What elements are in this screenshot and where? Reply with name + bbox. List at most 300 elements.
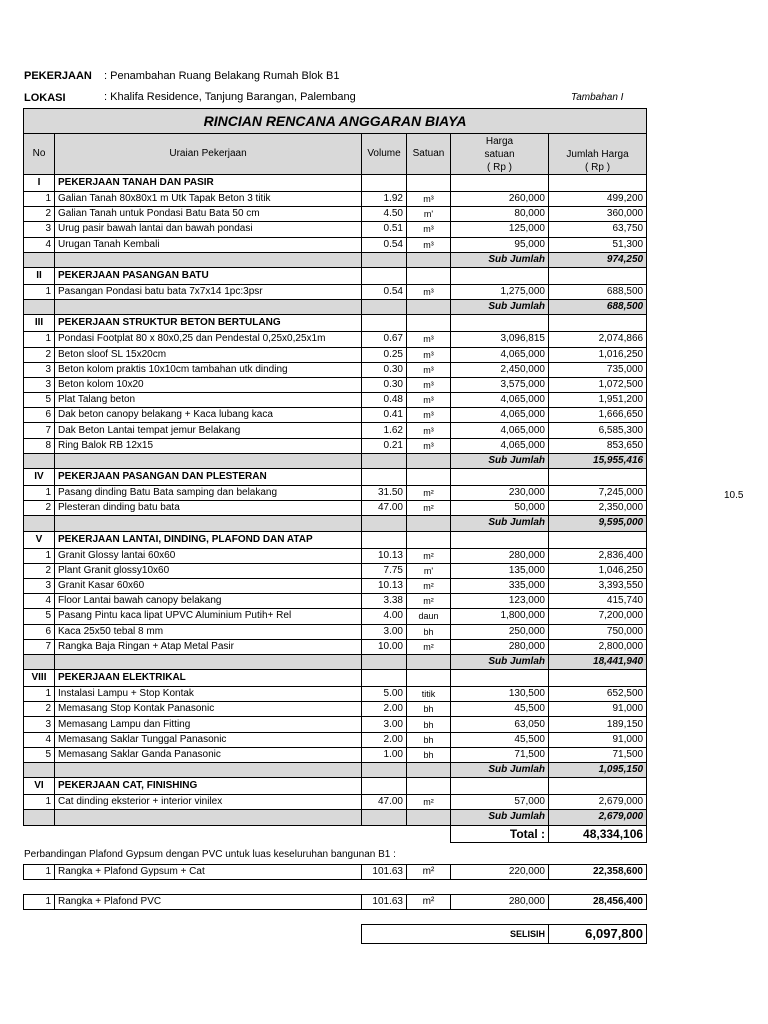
subtotal-label: Sub Jumlah [451,763,549,778]
table-row [24,362,647,377]
empty-cell [407,670,451,687]
subtotal-label: Sub Jumlah [451,300,549,315]
empty-cell [55,654,362,669]
row-price: 57,000 [451,795,549,810]
cmp-total: 22,358,600 [549,865,647,880]
row-total: 499,200 [549,192,647,207]
row-no: 7 [24,639,55,654]
section-no: II [24,267,55,284]
subtotal-label: Sub Jumlah [451,453,549,468]
row-total: 6,585,300 [549,423,647,438]
row-desc: Memasang Stop Kontak Panasonic [55,702,362,717]
row-no: 5 [24,609,55,624]
section-title: PEKERJAAN LANTAI, DINDING, PLAFOND DAN ATAP [55,531,362,548]
table-row [24,222,647,237]
empty-cell [24,453,55,468]
cmp-vol: 101.63 [362,865,407,880]
selisih-value: 6,097,800 [549,925,647,944]
empty-cell [24,825,55,842]
tambahan-tag: Tambahan I [571,92,624,103]
row-no: 2 [24,347,55,362]
total-value: 48,334,106 [549,825,647,842]
comparison-row [23,864,647,880]
row-unit: m³ [407,284,451,299]
row-price: 335,000 [451,578,549,593]
row-no: 3 [24,222,55,237]
row-volume: 0.54 [362,284,407,299]
empty-cell [362,654,407,669]
table-title: RINCIAN RENCANA ANGGARAN BIAYA [24,109,647,134]
subtotal-value: 688,500 [549,300,647,315]
table-row [24,377,647,392]
row-volume: 7.75 [362,563,407,578]
table-row [24,501,647,516]
row-unit: m² [407,486,451,501]
row-price: 280,000 [451,548,549,563]
row-volume: 10.00 [362,639,407,654]
row-total: 1,016,250 [549,347,647,362]
col-uraian: Uraian Pekerjaan [55,134,362,175]
subtotal-value: 15,955,416 [549,453,647,468]
row-total: 91,000 [549,732,647,747]
total-label: Total : [451,825,549,842]
row-total: 91,000 [549,702,647,717]
row-price: 3,096,815 [451,332,549,347]
row-no: 2 [24,207,55,222]
empty-cell [362,825,407,842]
section-header [24,778,647,795]
row-unit: m³ [407,377,451,392]
section-title: PEKERJAAN PASANGAN DAN PLESTERAN [55,469,362,486]
row-volume: 10.13 [362,578,407,593]
empty-cell [451,531,549,548]
table-row [24,747,647,762]
empty-cell [407,453,451,468]
row-total: 2,074,866 [549,332,647,347]
row-desc: Memasang Lampu dan Fitting [55,717,362,732]
table-row [24,284,647,299]
row-unit: m' [407,563,451,578]
row-no: 6 [24,408,55,423]
cmp-desc: Rangka + Plafond Gypsum + Cat [55,865,362,880]
col-satuan: Satuan [407,134,451,175]
col-volume: Volume [362,134,407,175]
empty-cell [362,516,407,531]
empty-cell [24,810,55,825]
table-row [24,347,647,362]
empty-cell [407,825,451,842]
subtotal-row [24,654,647,669]
row-unit: titik [407,687,451,702]
row-total: 2,836,400 [549,548,647,563]
row-unit: m³ [407,222,451,237]
empty-cell [451,670,549,687]
row-desc: Floor Lantai bawah canopy belakang [55,594,362,609]
row-no: 5 [24,747,55,762]
cmp-vol: 101.63 [362,895,407,910]
table-row [24,207,647,222]
subtotal-row [24,763,647,778]
row-desc: Ring Balok RB 12x15 [55,438,362,453]
row-desc: Granit Glossy lantai 60x60 [55,548,362,563]
row-unit: daun [407,609,451,624]
empty-cell [549,670,647,687]
row-volume: 0.21 [362,438,407,453]
row-total: 415,740 [549,594,647,609]
row-desc: Pasang dinding Batu Bata samping dan belakang [55,486,362,501]
row-unit: m³ [407,423,451,438]
empty-cell [549,315,647,332]
empty-cell [407,315,451,332]
row-no: 6 [24,624,55,639]
empty-cell [24,300,55,315]
subtotal-label: Sub Jumlah [451,810,549,825]
row-no: 1 [24,687,55,702]
row-total: 853,650 [549,438,647,453]
row-price: 1,275,000 [451,284,549,299]
row-desc: Plat Talang beton [55,393,362,408]
section-title: PEKERJAAN PASANGAN BATU [55,267,362,284]
row-total: 51,300 [549,237,647,252]
table-row [24,609,647,624]
row-unit: bh [407,702,451,717]
section-no: III [24,315,55,332]
section-title: PEKERJAAN TANAH DAN PASIR [55,175,362,192]
row-total: 1,046,250 [549,563,647,578]
row-price: 280,000 [451,639,549,654]
table-row [24,408,647,423]
row-total: 7,200,000 [549,609,647,624]
row-unit: m³ [407,192,451,207]
section-no: VIII [24,670,55,687]
row-price: 125,000 [451,222,549,237]
row-price: 4,065,000 [451,347,549,362]
empty-cell [407,267,451,284]
pekerjaan-value: : Penambahan Ruang Belakang Rumah Blok B1 [104,70,340,82]
row-total: 1,666,650 [549,408,647,423]
empty-cell [362,531,407,548]
table-row [24,548,647,563]
empty-cell [451,469,549,486]
row-price: 95,000 [451,237,549,252]
row-volume: 1.00 [362,747,407,762]
table-row [24,563,647,578]
row-volume: 31.50 [362,486,407,501]
empty-cell [362,469,407,486]
comparison-note: Perbandingan Plafond Gypsum dengan PVC untuk luas keseluruhan bangunan B1 : [24,849,396,860]
lokasi-value: : Khalifa Residence, Tanjung Barangan, Palembang [104,91,356,103]
table-row [24,795,647,810]
row-no: 5 [24,393,55,408]
row-desc: Urug pasir bawah lantai dan bawah pondasi [55,222,362,237]
table-row [24,717,647,732]
table-row [24,486,647,501]
row-desc: Pasang Pintu kaca lipat UPVC Aluminium Putih+ Rel [55,609,362,624]
row-volume: 0.41 [362,408,407,423]
row-price: 50,000 [451,501,549,516]
row-total: 63,750 [549,222,647,237]
subtotal-label: Sub Jumlah [451,654,549,669]
empty-cell [407,778,451,795]
row-desc: Dak Beton Lantai tempat jemur Belakang [55,423,362,438]
row-desc: Beton kolom 10x20 [55,377,362,392]
row-price: 123,000 [451,594,549,609]
row-volume: 3.38 [362,594,407,609]
section-header [24,531,647,548]
row-total: 2,679,000 [549,795,647,810]
row-volume: 0.48 [362,393,407,408]
row-desc: Rangka Baja Ringan + Atap Metal Pasir [55,639,362,654]
row-desc: Beton sloof SL 15x20cm [55,347,362,362]
empty-cell [55,300,362,315]
empty-cell [407,516,451,531]
row-price: 135,000 [451,563,549,578]
row-desc: Kaca 25x50 tebal 8 mm [55,624,362,639]
empty-cell [362,670,407,687]
row-total: 7,245,000 [549,486,647,501]
row-total: 750,000 [549,624,647,639]
row-unit: m³ [407,347,451,362]
empty-cell [55,453,362,468]
row-unit: m² [407,501,451,516]
total-row [24,825,647,842]
row-unit: m² [407,795,451,810]
empty-cell [549,778,647,795]
row-price: 130,500 [451,687,549,702]
empty-cell [549,175,647,192]
empty-cell [362,778,407,795]
row-no: 3 [24,362,55,377]
section-title: PEKERJAAN STRUKTUR BETON BERTULANG [55,315,362,332]
row-price: 250,000 [451,624,549,639]
row-no: 4 [24,732,55,747]
row-no: 2 [24,563,55,578]
row-volume: 10.13 [362,548,407,563]
row-unit: m³ [407,237,451,252]
row-desc: Memasang Saklar Ganda Panasonic [55,747,362,762]
row-volume: 4.00 [362,609,407,624]
row-volume: 47.00 [362,501,407,516]
subtotal-value: 974,250 [549,252,647,267]
row-desc: Pasangan Pondasi batu bata 7x7x14 1pc:3psr [55,284,362,299]
empty-cell [451,778,549,795]
row-volume: 0.30 [362,377,407,392]
row-volume: 0.51 [362,222,407,237]
section-no: V [24,531,55,548]
row-price: 45,500 [451,702,549,717]
subtotal-value: 18,441,940 [549,654,647,669]
row-desc: Plesteran dinding batu bata [55,501,362,516]
subtotal-row [24,516,647,531]
row-volume: 3.00 [362,624,407,639]
row-price: 80,000 [451,207,549,222]
empty-cell [549,469,647,486]
row-desc: Galian Tanah untuk Pondasi Batu Bata 50 cm [55,207,362,222]
row-unit: bh [407,624,451,639]
row-volume: 1.62 [362,423,407,438]
side-note: 10.5 [724,490,744,501]
section-no: VI [24,778,55,795]
empty-cell [24,654,55,669]
row-volume: 47.00 [362,795,407,810]
lokasi-label: LOKASI [24,92,66,104]
row-desc: Cat dinding eksterior + interior vinilex [55,795,362,810]
row-price: 4,065,000 [451,408,549,423]
row-price: 45,500 [451,732,549,747]
empty-cell [407,654,451,669]
subtotal-value: 1,095,150 [549,763,647,778]
empty-cell [549,267,647,284]
table-row [24,624,647,639]
empty-cell [55,763,362,778]
row-volume: 2.00 [362,702,407,717]
table-row [24,702,647,717]
selisih-label: SELISIH [362,925,549,944]
column-header [24,134,647,175]
empty-cell [362,810,407,825]
row-total: 189,150 [549,717,647,732]
empty-cell [55,825,362,842]
empty-cell [362,300,407,315]
row-no: 1 [24,795,55,810]
row-volume: 4.50 [362,207,407,222]
row-total: 2,800,000 [549,639,647,654]
section-title: PEKERJAAN ELEKTRIKAL [55,670,362,687]
row-volume: 0.54 [362,237,407,252]
row-total: 735,000 [549,362,647,377]
comparison-row [23,894,647,910]
cmp-unit: m² [407,895,451,910]
empty-cell [451,267,549,284]
row-unit: m² [407,594,451,609]
table-row [24,578,647,593]
col-harga: Harga satuan ( Rp ) [451,134,549,175]
row-volume: 0.67 [362,332,407,347]
row-unit: m² [407,578,451,593]
cmp-unit: m² [407,865,451,880]
empty-cell [407,810,451,825]
empty-cell [407,469,451,486]
subtotal-label: Sub Jumlah [451,252,549,267]
row-price: 3,575,000 [451,377,549,392]
row-desc: Plant Granit glossy10x60 [55,563,362,578]
row-volume: 1.92 [362,192,407,207]
section-header [24,267,647,284]
table-row [24,237,647,252]
row-unit: bh [407,747,451,762]
col-no: No [24,134,55,175]
row-no: 3 [24,578,55,593]
table-row [24,423,647,438]
empty-cell [407,531,451,548]
section-header [24,670,647,687]
cmp-desc: Rangka + Plafond PVC [55,895,362,910]
row-volume: 0.25 [362,347,407,362]
row-no: 1 [24,548,55,563]
row-total: 1,951,200 [549,393,647,408]
pekerjaan-label: PEKERJAAN [24,70,92,82]
row-price: 4,065,000 [451,423,549,438]
row-price: 1,800,000 [451,609,549,624]
row-desc: Pondasi Footplat 80 x 80x0,25 dan Pendestal 0,25x0,25x1m [55,332,362,347]
row-total: 3,393,550 [549,578,647,593]
empty-cell [362,453,407,468]
subtotal-label: Sub Jumlah [451,516,549,531]
row-unit: bh [407,732,451,747]
empty-cell [55,810,362,825]
table-row [24,687,647,702]
row-price: 4,065,000 [451,393,549,408]
cmp-total: 28,456,400 [549,895,647,910]
row-no: 4 [24,237,55,252]
empty-cell [407,175,451,192]
subtotal-row [24,810,647,825]
empty-cell [55,252,362,267]
row-price: 63,050 [451,717,549,732]
empty-cell [407,252,451,267]
row-unit: m³ [407,408,451,423]
empty-cell [407,763,451,778]
row-unit: m² [407,548,451,563]
table-row [24,438,647,453]
rab-table [23,108,647,843]
row-no: 1 [24,284,55,299]
row-desc: Memasang Saklar Tunggal Panasonic [55,732,362,747]
cmp-price: 280,000 [451,895,549,910]
empty-cell [362,315,407,332]
row-no: 4 [24,594,55,609]
section-header [24,469,647,486]
row-price: 260,000 [451,192,549,207]
row-price: 4,065,000 [451,438,549,453]
row-no: 2 [24,702,55,717]
empty-cell [362,763,407,778]
table-row [24,639,647,654]
empty-cell [362,267,407,284]
row-no: 3 [24,377,55,392]
section-no: I [24,175,55,192]
row-price: 71,500 [451,747,549,762]
empty-cell [362,252,407,267]
subtotal-row [24,252,647,267]
row-desc: Dak beton canopy belakang + Kaca lubang kaca [55,408,362,423]
section-no: IV [24,469,55,486]
empty-cell [362,175,407,192]
table-row [24,594,647,609]
row-total: 360,000 [549,207,647,222]
empty-cell [24,763,55,778]
row-unit: m³ [407,438,451,453]
row-unit: m³ [407,393,451,408]
section-header [24,315,647,332]
col-jumlah: Jumlah Harga ( Rp ) [549,134,647,175]
empty-cell [55,516,362,531]
empty-cell [24,516,55,531]
subtotal-row [24,300,647,315]
row-total: 652,500 [549,687,647,702]
empty-cell [24,252,55,267]
selisih-box [361,924,647,944]
row-price: 2,450,000 [451,362,549,377]
row-unit: m² [407,639,451,654]
empty-cell [451,315,549,332]
row-no: 3 [24,717,55,732]
section-title: PEKERJAAN CAT, FINISHING [55,778,362,795]
row-no: 1 [24,486,55,501]
cmp-price: 220,000 [451,865,549,880]
row-unit: m³ [407,332,451,347]
row-no: 7 [24,423,55,438]
